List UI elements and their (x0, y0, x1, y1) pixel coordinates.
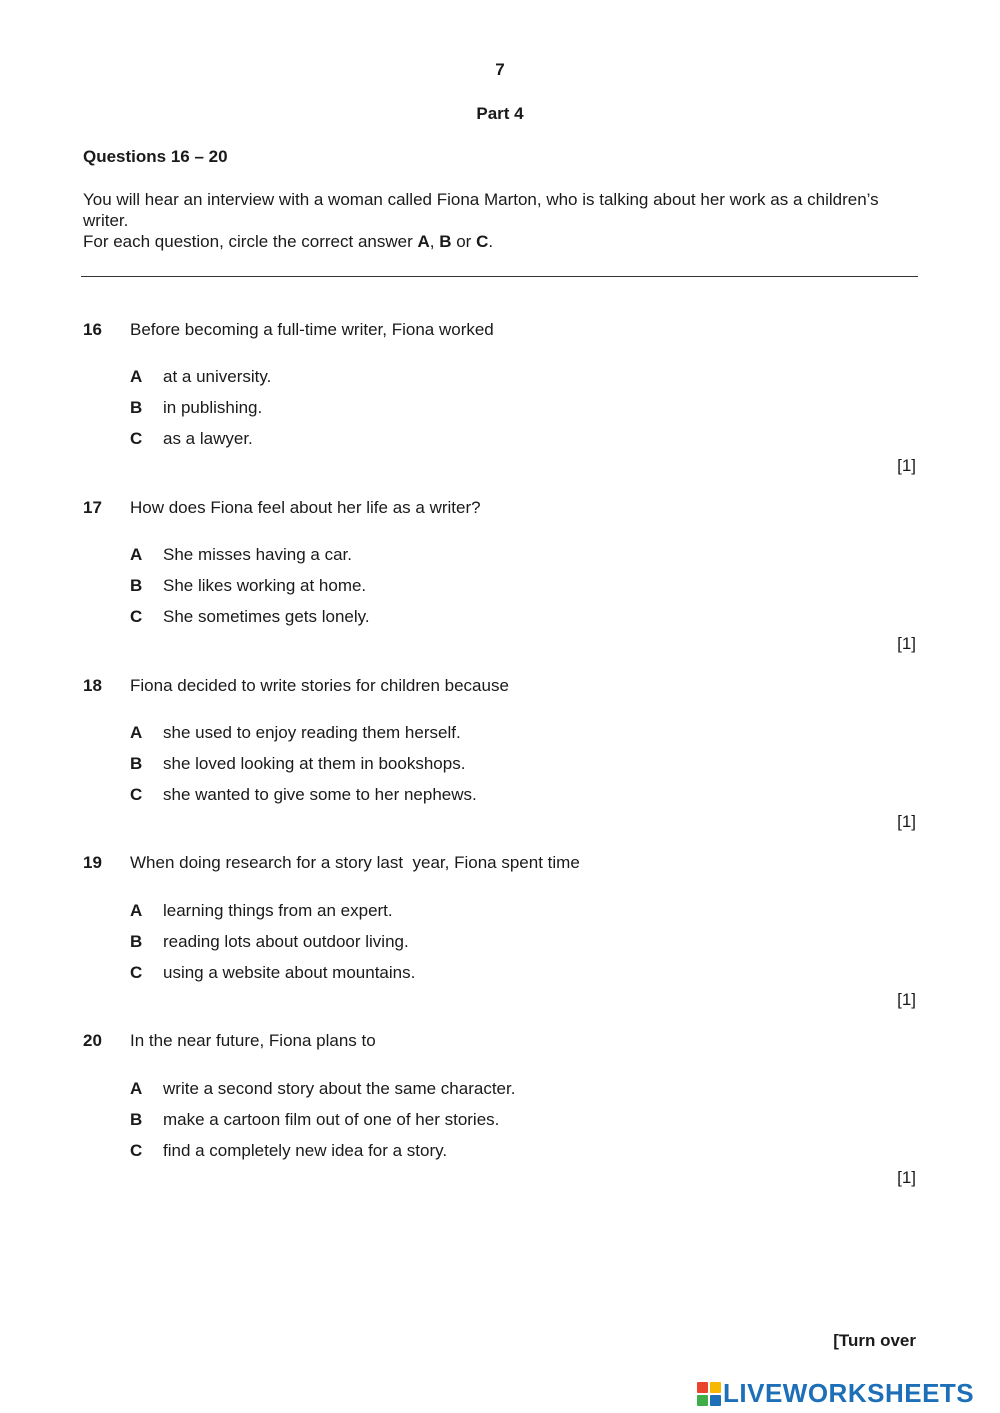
question-number: 16 (83, 320, 102, 339)
question-number: 19 (83, 853, 102, 872)
option-text: learning things from an expert. (163, 901, 393, 920)
instructions (83, 189, 913, 252)
liveworksheets-wordmark: LIVEWORKSHEETS (723, 1378, 975, 1408)
question-number: 18 (83, 676, 102, 695)
mark: [1] (897, 456, 916, 475)
option-letter: B (130, 932, 143, 951)
logo-tile (697, 1382, 708, 1393)
instructions-task-text: For each question, circle the correct answer (83, 232, 418, 251)
mark: [1] (897, 812, 916, 831)
instructions-task (83, 231, 913, 252)
question-stem: In the near future, Fiona plans to (130, 1031, 376, 1050)
option-text: at a university. (163, 367, 272, 386)
option-text: find a completely new idea for a story. (163, 1141, 448, 1160)
option-text: make a cartoon film out of one of her stories. (163, 1110, 500, 1129)
question-17 (0, 498, 1000, 668)
option-c[interactable] (130, 785, 477, 805)
turn-over-note: [Turn over (833, 1331, 916, 1350)
option-c[interactable] (130, 963, 415, 983)
option-text: she used to enjoy reading them herself. (163, 723, 461, 742)
option-text: She sometimes gets lonely. (163, 607, 370, 626)
liveworksheets-logo-icon (697, 1382, 721, 1406)
question-stem: Before becoming a full-time writer, Fiona worked (130, 320, 494, 339)
option-text: She likes working at home. (163, 576, 367, 595)
question-18 (0, 676, 1000, 846)
option-a[interactable] (130, 723, 461, 743)
question-stem: Fiona decided to write stories for children because (130, 676, 509, 695)
logo-tile (710, 1395, 721, 1406)
option-letter: A (130, 545, 143, 564)
option-c[interactable] (130, 607, 370, 627)
option-letter: A (130, 1079, 143, 1098)
option-letter: A (130, 367, 143, 386)
option-letter: B (130, 576, 143, 595)
instructions-letter-b: B (439, 232, 452, 251)
option-letter: B (130, 754, 143, 773)
option-letter: C (130, 607, 143, 626)
question-19 (0, 853, 1000, 1023)
option-b[interactable] (130, 932, 409, 952)
option-text: she wanted to give some to her nephews. (163, 785, 477, 804)
option-text: using a website about mountains. (163, 963, 416, 982)
page-number: 7 (495, 60, 505, 79)
option-a[interactable] (130, 901, 393, 921)
option-b[interactable] (130, 398, 262, 418)
instructions-intro: You will hear an interview with a woman called Fiona Marton, who is talking about her work as a children’s writer. (83, 190, 879, 230)
mark: [1] (897, 990, 916, 1009)
option-c[interactable] (130, 429, 253, 449)
option-letter: B (130, 1110, 143, 1129)
option-letter: A (130, 901, 143, 920)
instructions-separator: , (429, 232, 440, 251)
liveworksheets-watermark (697, 1378, 974, 1409)
questions-heading: Questions 16 – 20 (83, 147, 228, 166)
option-letter: C (130, 785, 143, 804)
option-text: write a second story about the same character. (163, 1079, 516, 1098)
option-letter: C (130, 429, 143, 448)
question-number: 20 (83, 1031, 102, 1050)
option-letter: C (130, 1141, 143, 1160)
logo-tile (710, 1382, 721, 1393)
instructions-separator: or (451, 232, 477, 251)
instructions-end: . (488, 232, 494, 251)
mark: [1] (897, 1168, 916, 1187)
option-a[interactable] (130, 545, 352, 565)
question-16 (0, 320, 1000, 490)
option-text: She misses having a car. (163, 545, 352, 564)
option-a[interactable] (130, 367, 271, 387)
option-text: as a lawyer. (163, 429, 253, 448)
question-stem: When doing research for a story last year, Fiona spent time (130, 853, 580, 872)
question-number: 17 (83, 498, 102, 517)
option-letter: B (130, 398, 143, 417)
mark: [1] (897, 634, 916, 653)
option-letter: C (130, 963, 143, 982)
instructions-letter-a: A (417, 232, 430, 251)
option-text: in publishing. (163, 398, 263, 417)
option-b[interactable] (130, 576, 366, 596)
option-letter: A (130, 723, 143, 742)
divider (81, 276, 918, 277)
option-text: reading lots about outdoor living. (163, 932, 409, 951)
option-b[interactable] (130, 754, 465, 774)
option-text: she loved looking at them in bookshops. (163, 754, 466, 773)
question-20 (0, 1031, 1000, 1201)
instructions-letter-c: C (476, 232, 489, 251)
option-b[interactable] (130, 1110, 499, 1130)
part-title: Part 4 (476, 104, 524, 123)
question-stem: How does Fiona feel about her life as a writer? (130, 498, 481, 517)
logo-tile (697, 1395, 708, 1406)
option-c[interactable] (130, 1141, 447, 1161)
option-a[interactable] (130, 1079, 515, 1099)
